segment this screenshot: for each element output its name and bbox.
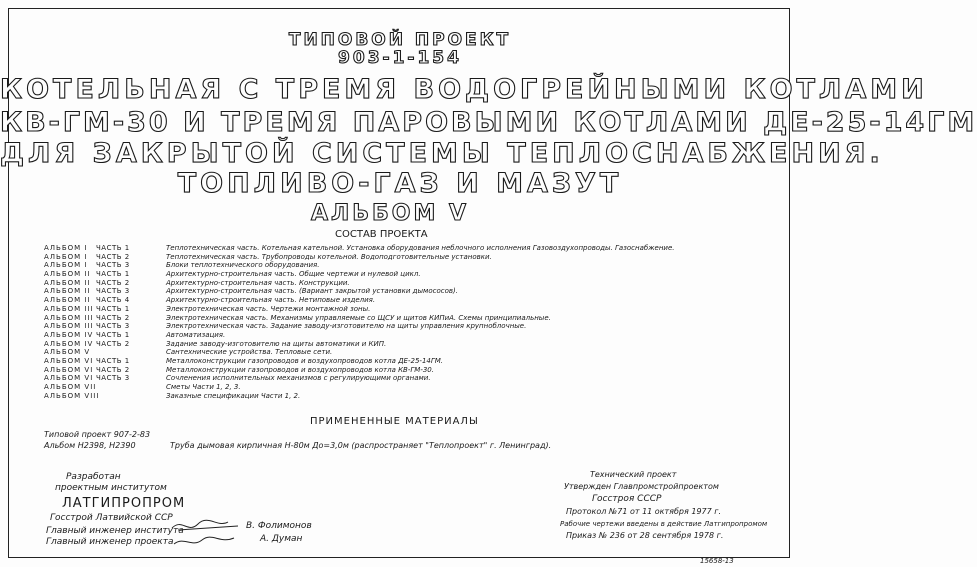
album-label: АЛЬБОМ III — [44, 322, 94, 331]
signatory-1: В. Фолимонов — [246, 521, 312, 531]
album-part: ЧАСТЬ 1 — [96, 330, 130, 339]
album-description: Блоки теплотехнического оборудования. — [166, 261, 320, 270]
composition-heading: СОСТАВ ПРОЕКТА — [335, 229, 428, 240]
album-row — [44, 270, 784, 279]
album-part: ЧАСТЬ 2 — [96, 339, 130, 348]
album-row — [44, 314, 784, 323]
album-description: Сочленения исполнительных механизмов с регулирующими органами. — [166, 374, 431, 383]
album-label: АЛЬБОМ VI — [44, 374, 94, 383]
institute-name: ЛАТГИПРОПРОМ — [62, 496, 186, 511]
album-part: ЧАСТЬ 1 — [96, 244, 130, 252]
album-description: Электротехническая часть. Механизмы управляемые со ЩСУ и щитов КИПиА. Схемы принципиальные. — [166, 313, 551, 322]
applied-heading: ПРИМЕНЕННЫЕ МАТЕРИАЛЫ — [310, 416, 479, 427]
album-label: АЛЬБОМ III — [44, 304, 94, 313]
gosstroy-latvia: Госстрой Латвийской ССР — [50, 513, 173, 523]
album-part: ЧАСТЬ 1 — [96, 304, 130, 313]
approval-line-2: Утвержден Главпромстройпроектом — [564, 482, 719, 491]
project-number: 903-1-154 — [338, 48, 462, 68]
album-row — [44, 287, 784, 296]
album-row — [44, 331, 784, 340]
album-label: АЛЬБОМ III — [44, 313, 94, 322]
album-description: Архитектурно-строительная часть. Конструкции. — [166, 278, 350, 287]
album-row — [44, 253, 784, 262]
album-row — [44, 357, 784, 366]
album-title: АЛЬБОМ V — [310, 201, 470, 226]
title-line-2: КВ-ГМ-30 И ТРЕМЯ ПАРОВЫМИ КОТЛАМИ ДЕ-25-14ГМ — [0, 107, 977, 138]
approval-line-5: Рабочие чертежи введены в действие Латгипропромом — [560, 520, 768, 528]
applied-ref-desc: Труба дымовая кирпичная Н-80м До=3,0м (распространяет "Теплопроект" г. Ленинград). — [170, 441, 552, 450]
album-label: АЛЬБОМ VI — [44, 356, 94, 365]
album-label: АЛЬБОМ II — [44, 278, 91, 287]
album-label: АЛЬБОМ I — [44, 252, 88, 261]
album-row — [44, 279, 784, 288]
album-row — [44, 374, 784, 383]
album-row — [44, 305, 784, 314]
title-line-4: ТОПЛИВО-ГАЗ И МАЗУТ — [177, 168, 623, 199]
album-row — [44, 340, 784, 349]
album-description: Автоматизация. — [166, 330, 226, 339]
album-label: АЛЬБОМ I — [44, 244, 88, 252]
album-description: Архитектурно-строительная часть. Общие чертежи и нулевой цикл. — [166, 270, 421, 279]
album-description: Электротехническая часть. Чертежи монтажной зоны. — [166, 304, 371, 313]
chief-engineer-project: Главный инженер проекта — [46, 537, 174, 547]
album-part: ЧАСТЬ 3 — [96, 374, 130, 383]
album-part: ЧАСТЬ 2 — [96, 365, 130, 374]
approval-line-1: Технический проект — [590, 470, 677, 479]
applied-ref-1: Типовой проект 907-2-83 — [44, 430, 151, 439]
album-row — [44, 348, 784, 357]
album-part: ЧАСТЬ 3 — [96, 322, 130, 331]
album-part — [96, 348, 166, 357]
developed-by-institute: проектным институтом — [55, 483, 167, 493]
album-description: Архитектурно-строительная часть. (Вариант закрытой установки дымососов). — [166, 287, 458, 296]
album-description: Задание заводу-изготовителю на щиты автоматики и КИП. — [166, 339, 387, 348]
album-description: Электротехническая часть. Задание заводу-изготовителю на щиты управления крупноблочные. — [166, 322, 527, 331]
album-description: Сантехнические устройства. Тепловые сети. — [166, 348, 333, 357]
album-part: ЧАСТЬ 1 — [96, 270, 130, 279]
album-part: ЧАСТЬ 3 — [96, 287, 130, 296]
album-list — [44, 244, 784, 400]
title-line-1: КОТЕЛЬНАЯ С ТРЕМЯ ВОДОГРЕЙНЫМИ КОТЛАМИ — [0, 74, 928, 105]
album-row — [44, 383, 784, 392]
album-label: АЛЬБОМ I — [44, 261, 88, 270]
title-line-3: ДЛЯ ЗАКРЫТОЙ СИСТЕМЫ ТЕПЛОСНАБЖЕНИЯ. — [0, 138, 884, 169]
album-description: Теплотехническая часть. Котельная кательной. Установка оборудования неблочного исполнения Газовоздухопроводы. Газоснабжение. — [166, 244, 675, 252]
album-row — [44, 261, 784, 270]
album-part — [96, 383, 166, 392]
album-label: АЛЬБОМ VI — [44, 365, 94, 374]
signatory-2: А. Думан — [260, 534, 303, 544]
stamp-number: 15658-13 — [700, 557, 734, 565]
album-description: Сметы Части 1, 2, 3. — [166, 383, 241, 391]
approval-line-3: Госстроя СССР — [592, 494, 662, 504]
album-part: ЧАСТЬ 2 — [96, 278, 130, 287]
album-label: АЛЬБОМ IV — [44, 339, 94, 348]
album-part: ЧАСТЬ 2 — [96, 252, 130, 261]
album-part: ЧАСТЬ 4 — [96, 296, 130, 305]
album-row — [44, 244, 784, 253]
album-row — [44, 296, 784, 305]
album-part: ЧАСТЬ 3 — [96, 261, 130, 270]
album-part — [96, 392, 166, 401]
album-part: ЧАСТЬ 1 — [96, 356, 130, 365]
developed-by: Разработан — [66, 472, 121, 482]
applied-ref-2: Альбом Н2398, Н2390 — [44, 441, 136, 450]
album-row — [44, 392, 784, 401]
album-description: Заказные спецификации Части 1, 2. — [166, 391, 301, 400]
signatures — [168, 514, 248, 550]
approval-line-4: Протокол №71 от 11 октября 1977 г. — [566, 507, 722, 516]
album-row — [44, 366, 784, 375]
album-description: Архитектурно-строительная часть. Нетиповые изделия. — [166, 296, 376, 305]
album-label: АЛЬБОМ II — [44, 270, 91, 279]
project-label: ТИПОВОЙ ПРОЕКТ — [288, 30, 512, 50]
approval-line-6: Приказ № 236 от 28 сентября 1978 г. — [566, 531, 724, 540]
chief-engineer-institute: Главный инженер института — [46, 526, 184, 536]
album-label: АЛЬБОМ V — [44, 348, 91, 357]
album-label: АЛЬБОМ VIII — [44, 391, 100, 400]
album-description: Металлоконструкции газопроводов и воздухопроводов котла КВ-ГМ-30. — [166, 365, 434, 374]
album-row — [44, 322, 784, 331]
album-label: АЛЬБОМ II — [44, 287, 91, 296]
album-description: Теплотехническая часть. Трубопроводы котельной. Водоподготовительные установки. — [166, 252, 492, 261]
album-label: АЛЬБОМ II — [44, 296, 91, 305]
album-part: ЧАСТЬ 2 — [96, 313, 130, 322]
album-description: Металлоконструкции газопроводов и воздухопроводов котла ДЕ-25-14ГМ. — [166, 356, 444, 365]
album-label: АЛЬБОМ IV — [44, 330, 94, 339]
album-label: АЛЬБОМ VII — [44, 383, 97, 391]
